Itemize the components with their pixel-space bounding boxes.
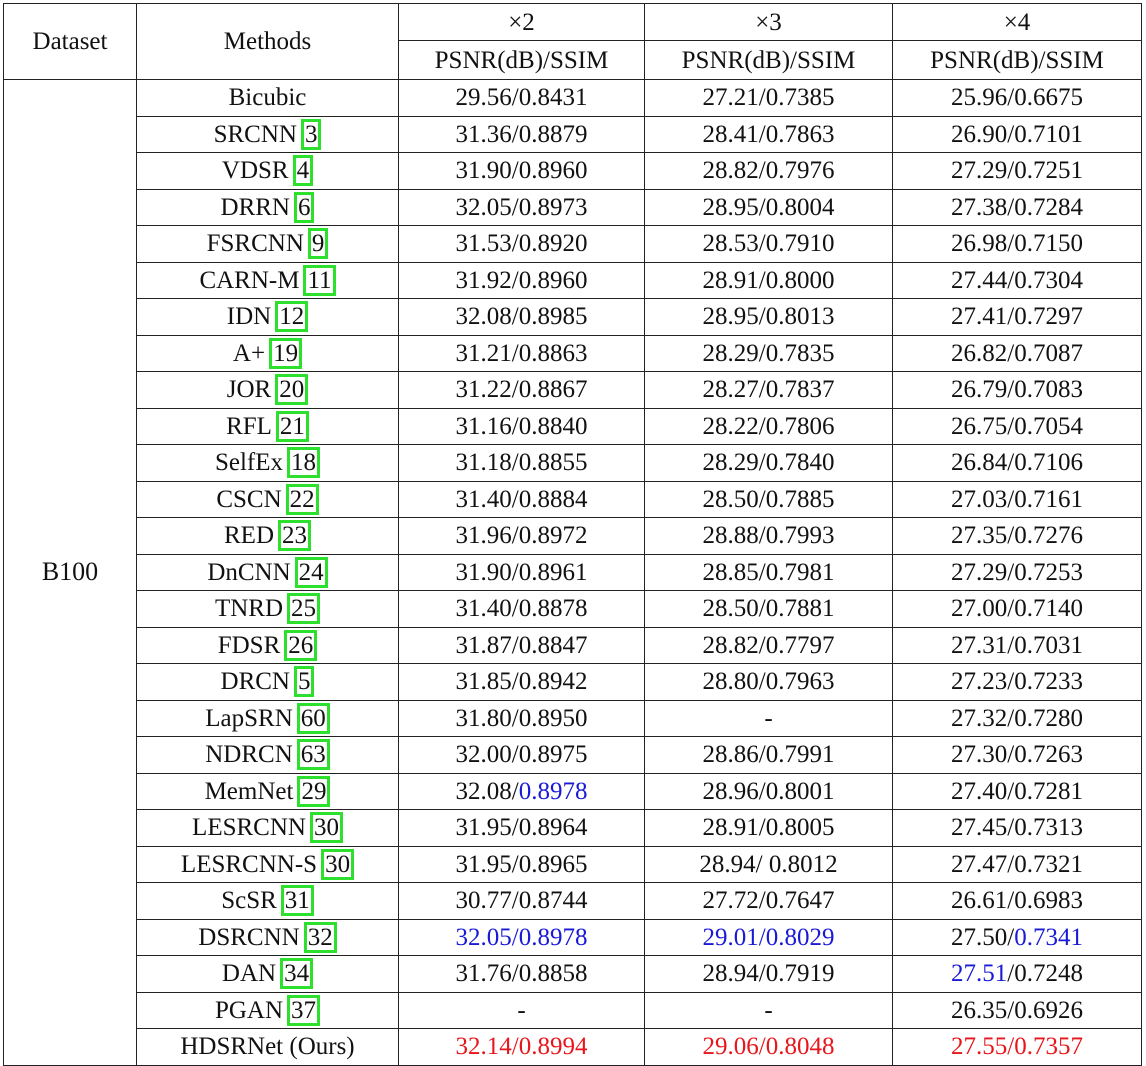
- method-name: FSRCNN: [206, 230, 304, 258]
- value-part: 28.86/0.7991: [702, 741, 835, 769]
- table-row: [4, 919, 1142, 956]
- value-cell: [645, 591, 893, 628]
- value-part: 27.29/0.7251: [951, 157, 1083, 185]
- value-cell: [893, 664, 1142, 701]
- table-row: [4, 299, 1142, 336]
- value-cell: [645, 992, 893, 1029]
- value-cell: [893, 810, 1142, 847]
- table-row: [4, 116, 1142, 153]
- header-scale-x4: ×4: [893, 4, 1142, 41]
- reference-box: 9: [308, 228, 329, 259]
- value-part: 28.96/0.8001: [702, 777, 835, 805]
- method-name: MemNet: [204, 777, 294, 805]
- value-cell: [399, 810, 645, 847]
- value-part: 27.41/0.7297: [951, 303, 1083, 331]
- value-part: 28.91/0.8005: [702, 814, 835, 842]
- method-name: Bicubic: [228, 84, 307, 112]
- value-part: 27.29/0.7253: [951, 558, 1083, 586]
- method-name: JOR: [226, 376, 272, 404]
- method-cell: [137, 372, 399, 409]
- value-part: 31.92/0.8960: [455, 266, 588, 294]
- value-part: 31.87/0.8847: [455, 631, 588, 659]
- method-cell: [137, 810, 399, 847]
- value-part: 26.35/0.6926: [951, 996, 1083, 1024]
- dataset-cell: B100: [4, 80, 137, 1066]
- reference-box: 26: [284, 630, 317, 661]
- value-cell: [645, 481, 893, 518]
- results-table: [3, 3, 1142, 1066]
- method-cell: [137, 846, 399, 883]
- table-row: [4, 189, 1142, 226]
- method-cell: [137, 919, 399, 956]
- value-cell: [645, 116, 893, 153]
- value-cell: [893, 189, 1142, 226]
- value-cell: [399, 554, 645, 591]
- value-cell: [399, 700, 645, 737]
- value-cell: [645, 627, 893, 664]
- value-part: 27.23/0.7233: [951, 668, 1083, 696]
- reference-box: 32: [304, 922, 337, 953]
- method-cell: [137, 700, 399, 737]
- method-name: DnCNN: [207, 558, 291, 586]
- method-name: A+: [232, 339, 266, 367]
- value-part: 31.40/0.8884: [455, 485, 588, 513]
- table-row: [4, 810, 1142, 847]
- value-part: 26.98/0.7150: [951, 230, 1083, 258]
- reference-box: 20: [275, 374, 308, 405]
- table-header: [4, 4, 1142, 80]
- table-row: [4, 518, 1142, 555]
- method-cell: [137, 664, 399, 701]
- value-part: 28.95/0.8013: [702, 303, 835, 331]
- value-part: 31.90/0.8961: [455, 558, 588, 586]
- method-name: IDN: [226, 303, 272, 331]
- reference-box: 5: [294, 666, 315, 697]
- value-part: 31.40/0.8878: [455, 595, 588, 623]
- value-cell: [399, 299, 645, 336]
- value-cell: [399, 445, 645, 482]
- value-cell: [399, 408, 645, 445]
- method-name: SelfEx: [214, 449, 284, 477]
- value-part: 28.88/0.7993: [702, 522, 835, 550]
- value-part: 27.72/0.7647: [702, 887, 835, 915]
- value-part: 31.95/0.8965: [455, 850, 588, 878]
- value-part: 27.35/0.7276: [951, 522, 1083, 550]
- method-cell: [137, 627, 399, 664]
- value-cell: [645, 153, 893, 190]
- value-cell: [893, 518, 1142, 555]
- table-row: [4, 481, 1142, 518]
- value-part: 27.40/0.7281: [951, 777, 1083, 805]
- value-part: 28.22/0.7806: [702, 412, 835, 440]
- value-cell: [645, 883, 893, 920]
- header-scale-x3: ×3: [645, 4, 893, 41]
- value-cell: [893, 846, 1142, 883]
- method-cell: [137, 116, 399, 153]
- value-part: 29.01/0.8029: [702, 923, 835, 951]
- value-part: 28.80/0.7963: [702, 668, 835, 696]
- method-cell: [137, 226, 399, 263]
- value-cell: [645, 189, 893, 226]
- value-cell: [893, 445, 1142, 482]
- value-part: 32.05/0.8978: [455, 923, 588, 951]
- value-part: 31.53/0.8920: [455, 230, 588, 258]
- method-cell: [137, 554, 399, 591]
- table-row: [4, 773, 1142, 810]
- value-cell: [893, 919, 1142, 956]
- value-cell: [893, 627, 1142, 664]
- method-name: PGAN: [214, 996, 284, 1024]
- table-row: [4, 262, 1142, 299]
- header-dataset: Dataset: [4, 4, 137, 80]
- value-part: 28.29/0.7840: [702, 449, 835, 477]
- value-cell: [893, 153, 1142, 190]
- reference-box: 60: [297, 703, 330, 734]
- value-cell: [399, 189, 645, 226]
- value-cell: [893, 372, 1142, 409]
- value-part: 31.85/0.8942: [455, 668, 588, 696]
- method-name: FDSR: [217, 631, 281, 659]
- method-cell: [137, 956, 399, 993]
- value-cell: [645, 919, 893, 956]
- method-cell: [137, 992, 399, 1029]
- value-cell: [893, 956, 1142, 993]
- table-body: [4, 80, 1142, 1066]
- table-row: [4, 883, 1142, 920]
- value-part: -: [764, 704, 773, 732]
- value-part: 27.45/0.7313: [951, 814, 1083, 842]
- value-part: 29.06/0.8048: [702, 1033, 835, 1061]
- value-cell: [399, 992, 645, 1029]
- reference-box: 23: [278, 520, 311, 551]
- value-cell: [645, 445, 893, 482]
- reference-box: 11: [303, 265, 335, 296]
- reference-box: 21: [276, 411, 309, 442]
- value-part: 27.32/0.7280: [951, 704, 1083, 732]
- method-name: LESRCNN: [192, 814, 306, 842]
- value-part: 31.18/0.8855: [455, 449, 588, 477]
- value-cell: [645, 80, 893, 117]
- header-scale-x2: ×2: [399, 4, 645, 41]
- table-row: [4, 445, 1142, 482]
- method-cell: [137, 1029, 399, 1066]
- value-cell: [399, 226, 645, 263]
- value-part: 26.79/0.7083: [951, 376, 1083, 404]
- reference-box: 18: [287, 447, 320, 478]
- table-row: [4, 737, 1142, 774]
- table-row: [4, 664, 1142, 701]
- method-name: RED: [224, 522, 274, 550]
- value-part: 0.8978: [518, 777, 588, 805]
- value-part: 26.84/0.7106: [951, 449, 1083, 477]
- value-cell: [893, 773, 1142, 810]
- value-part: 31.36/0.8879: [455, 120, 588, 148]
- value-cell: [645, 335, 893, 372]
- table-row: [4, 591, 1142, 628]
- value-cell: [399, 627, 645, 664]
- method-cell: [137, 153, 399, 190]
- value-part: 28.82/0.7976: [702, 157, 835, 185]
- value-part: 26.61/0.6983: [951, 887, 1083, 915]
- value-part: 31.22/0.8867: [455, 376, 588, 404]
- value-cell: [893, 700, 1142, 737]
- value-part: 31.16/0.8840: [455, 412, 588, 440]
- value-part: 26.90/0.7101: [951, 120, 1083, 148]
- value-part: 27.30/0.7263: [951, 741, 1083, 769]
- value-cell: [893, 481, 1142, 518]
- table-row: [4, 335, 1142, 372]
- value-cell: [893, 226, 1142, 263]
- method-name: RFL: [226, 412, 272, 440]
- method-cell: [137, 445, 399, 482]
- value-part: 27.47/0.7321: [951, 850, 1083, 878]
- value-cell: [645, 956, 893, 993]
- value-cell: [893, 408, 1142, 445]
- method-cell: [137, 591, 399, 628]
- value-part: 27.00/0.7140: [951, 595, 1083, 623]
- reference-box: 30: [310, 812, 343, 843]
- method-cell: [137, 335, 399, 372]
- table-row: [4, 408, 1142, 445]
- method-cell: [137, 262, 399, 299]
- table-row: [4, 846, 1142, 883]
- table-row: [4, 80, 1142, 117]
- value-cell: [893, 335, 1142, 372]
- value-cell: [399, 956, 645, 993]
- method-cell: [137, 299, 399, 336]
- value-part: 26.75/0.7054: [951, 412, 1083, 440]
- value-part: 28.82/0.7797: [702, 631, 835, 659]
- value-part: 27.21/0.7385: [702, 84, 835, 112]
- value-part: 32.00/0.8975: [455, 741, 588, 769]
- method-name: LESRCNN-S: [180, 850, 318, 878]
- table-row: [4, 1029, 1142, 1066]
- header-metric-x3: PSNR(dB)/SSIM: [645, 41, 893, 80]
- value-part: /0.7248: [1007, 960, 1083, 988]
- value-part: 32.14/0.8994: [455, 1033, 588, 1061]
- value-cell: [399, 335, 645, 372]
- method-cell: [137, 80, 399, 117]
- value-cell: [399, 737, 645, 774]
- value-cell: [399, 80, 645, 117]
- value-part: 27.50/: [951, 923, 1015, 951]
- table-row: [4, 700, 1142, 737]
- value-part: 31.80/0.8950: [455, 704, 588, 732]
- value-part: 32.08/: [455, 777, 519, 805]
- reference-box: 3: [301, 119, 322, 150]
- value-cell: [893, 992, 1142, 1029]
- value-cell: [399, 262, 645, 299]
- reference-box: 19: [269, 338, 302, 369]
- value-cell: [399, 773, 645, 810]
- reference-box: 63: [297, 739, 330, 770]
- value-part: 25.96/0.6675: [951, 84, 1083, 112]
- value-part: 31.90/0.8960: [455, 157, 588, 185]
- reference-box: 37: [287, 995, 320, 1026]
- value-part: 28.94/0.7919: [702, 960, 835, 988]
- reference-box: 34: [280, 958, 313, 989]
- value-part: 27.44/0.7304: [951, 266, 1083, 294]
- reference-box: 12: [275, 301, 308, 332]
- value-cell: [399, 883, 645, 920]
- value-part: 27.38/0.7284: [951, 193, 1083, 221]
- header-metric-x2: PSNR(dB)/SSIM: [399, 41, 645, 80]
- method-name: SRCNN: [213, 120, 297, 148]
- value-part: 31.21/0.8863: [455, 339, 588, 367]
- method-name: CARN-M: [199, 266, 300, 294]
- method-cell: [137, 408, 399, 445]
- value-part: 28.53/0.7910: [702, 230, 835, 258]
- value-part: 28.27/0.7837: [702, 376, 835, 404]
- value-cell: [645, 262, 893, 299]
- value-cell: [399, 919, 645, 956]
- header-metric-x4: PSNR(dB)/SSIM: [893, 41, 1142, 80]
- method-name: HDSRNet (Ours): [180, 1033, 355, 1061]
- value-cell: [645, 1029, 893, 1066]
- method-name: DRRN: [220, 193, 290, 221]
- table-row: [4, 992, 1142, 1029]
- table-row: [4, 956, 1142, 993]
- value-part: 27.51: [951, 960, 1008, 988]
- table-row: [4, 554, 1142, 591]
- reference-box: 6: [294, 192, 315, 223]
- value-part: 28.85/0.7981: [702, 558, 835, 586]
- value-cell: [893, 262, 1142, 299]
- value-cell: [399, 664, 645, 701]
- value-part: 31.95/0.8964: [455, 814, 588, 842]
- table-row: [4, 153, 1142, 190]
- value-cell: [399, 846, 645, 883]
- value-cell: [893, 116, 1142, 153]
- value-cell: [645, 810, 893, 847]
- reference-box: 31: [281, 885, 314, 916]
- value-cell: [893, 299, 1142, 336]
- value-part: 0.7341: [1014, 923, 1083, 951]
- value-cell: [893, 1029, 1142, 1066]
- reference-box: 24: [295, 557, 328, 588]
- value-cell: [399, 116, 645, 153]
- value-cell: [645, 518, 893, 555]
- method-name: ScSR: [221, 887, 277, 915]
- table-row: [4, 372, 1142, 409]
- value-cell: [893, 591, 1142, 628]
- value-part: -: [764, 996, 773, 1024]
- table-row: [4, 226, 1142, 263]
- value-part: 28.29/0.7835: [702, 339, 835, 367]
- value-cell: [645, 226, 893, 263]
- value-part: 29.56/0.8431: [455, 84, 588, 112]
- value-part: 28.91/0.8000: [702, 266, 835, 294]
- value-cell: [645, 700, 893, 737]
- value-part: -: [517, 996, 526, 1024]
- value-cell: [645, 372, 893, 409]
- value-part: 27.31/0.7031: [951, 631, 1083, 659]
- reference-box: 25: [287, 593, 320, 624]
- value-cell: [893, 737, 1142, 774]
- value-cell: [399, 481, 645, 518]
- value-part: 28.94/ 0.8012: [699, 850, 838, 878]
- reference-box: 22: [286, 484, 319, 515]
- method-name: DAN: [221, 960, 277, 988]
- method-name: VDSR: [221, 157, 289, 185]
- value-cell: [645, 408, 893, 445]
- value-cell: [399, 372, 645, 409]
- value-cell: [399, 153, 645, 190]
- table-row: [4, 627, 1142, 664]
- value-cell: [893, 554, 1142, 591]
- value-cell: [399, 1029, 645, 1066]
- method-cell: [137, 773, 399, 810]
- value-cell: [645, 737, 893, 774]
- value-cell: [645, 773, 893, 810]
- value-part: 27.55/0.7357: [951, 1033, 1083, 1061]
- value-cell: [645, 846, 893, 883]
- method-cell: [137, 481, 399, 518]
- reference-box: 30: [321, 849, 354, 880]
- value-part: 28.50/0.7881: [702, 595, 835, 623]
- method-name: NDRCN: [205, 741, 293, 769]
- value-part: 27.03/0.7161: [951, 485, 1083, 513]
- method-cell: [137, 883, 399, 920]
- value-part: 28.95/0.8004: [702, 193, 835, 221]
- value-part: 28.41/0.7863: [702, 120, 835, 148]
- value-cell: [645, 299, 893, 336]
- value-part: 31.76/0.8858: [455, 960, 588, 988]
- method-name: DRCN: [220, 668, 290, 696]
- method-name: CSCN: [216, 485, 282, 513]
- value-cell: [645, 664, 893, 701]
- value-cell: [645, 554, 893, 591]
- header-methods: Methods: [137, 4, 399, 80]
- method-name: LapSRN: [205, 704, 293, 732]
- reference-box: 4: [293, 155, 314, 186]
- value-part: 32.05/0.8973: [455, 193, 588, 221]
- method-name: DSRCNN: [198, 923, 300, 951]
- method-name: TNRD: [214, 595, 284, 623]
- value-part: 32.08/0.8985: [455, 303, 588, 331]
- value-cell: [399, 591, 645, 628]
- reference-box: 29: [297, 776, 330, 807]
- value-cell: [399, 518, 645, 555]
- method-cell: [137, 737, 399, 774]
- value-part: 26.82/0.7087: [951, 339, 1083, 367]
- value-part: 31.96/0.8972: [455, 522, 588, 550]
- value-part: 28.50/0.7885: [702, 485, 835, 513]
- value-cell: [893, 883, 1142, 920]
- value-part: 30.77/0.8744: [455, 887, 588, 915]
- value-cell: [893, 80, 1142, 117]
- method-cell: [137, 518, 399, 555]
- method-cell: [137, 189, 399, 226]
